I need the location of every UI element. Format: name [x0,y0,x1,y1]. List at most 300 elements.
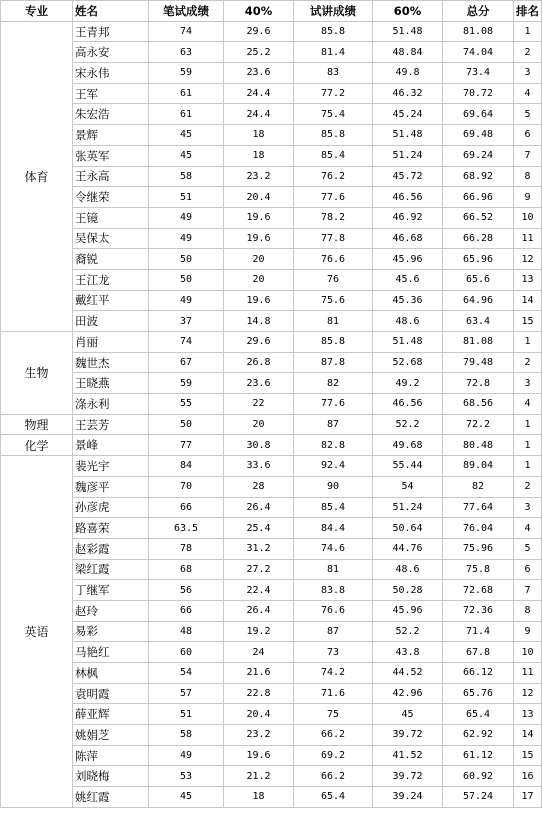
written-score-cell: 66 [149,497,224,518]
total-cell: 64.96 [443,290,514,311]
lecture-score-cell: 77.2 [294,83,373,104]
lecture-score-cell: 69.2 [294,745,373,766]
lecture-60pct-cell: 51.48 [373,125,443,146]
name-cell: 薛亚辉 [73,704,149,725]
written-40pct-cell: 18 [224,145,294,166]
lecture-score-cell: 85.4 [294,145,373,166]
written-score-cell: 48 [149,621,224,642]
table-row [1,787,542,808]
lecture-60pct-cell: 44.52 [373,663,443,684]
lecture-score-cell: 75.4 [294,104,373,125]
lecture-score-cell: 92.4 [294,456,373,477]
total-cell: 62.92 [443,725,514,746]
lecture-score-cell: 78.2 [294,207,373,228]
table-row [1,456,542,477]
name-cell: 景辉 [73,125,149,146]
rank-cell: 4 [514,394,542,415]
lecture-score-cell: 81 [294,559,373,580]
name-cell: 王军 [73,83,149,104]
table-row [1,352,542,373]
lecture-score-cell: 87 [294,621,373,642]
rank-cell: 7 [514,580,542,601]
lecture-60pct-cell: 51.24 [373,497,443,518]
name-cell: 肖丽 [73,332,149,353]
header-row [1,1,542,22]
lecture-score-cell: 82 [294,373,373,394]
rank-cell: 9 [514,621,542,642]
header-name: 姓名 [73,1,149,22]
rank-cell: 11 [514,663,542,684]
name-cell: 朱宏浩 [73,104,149,125]
total-cell: 66.96 [443,187,514,208]
major-cell: 英语 [1,456,73,808]
lecture-score-cell: 87.8 [294,352,373,373]
table-row [1,663,542,684]
table-row [1,725,542,746]
lecture-score-cell: 65.4 [294,787,373,808]
name-cell: 林枫 [73,663,149,684]
total-cell: 75.8 [443,559,514,580]
rank-cell: 6 [514,559,542,580]
written-score-cell: 37 [149,311,224,332]
header-major: 专业 [1,1,73,22]
total-cell: 65.96 [443,249,514,270]
written-score-cell: 50 [149,414,224,435]
written-40pct-cell: 20 [224,249,294,270]
total-cell: 68.56 [443,394,514,415]
written-score-cell: 50 [149,249,224,270]
table-row [1,538,542,559]
rank-cell: 1 [514,21,542,42]
lecture-score-cell: 66.2 [294,766,373,787]
written-score-cell: 67 [149,352,224,373]
table-row [1,21,542,42]
header-written-score: 笔试成绩 [149,1,224,22]
lecture-score-cell: 77.6 [294,394,373,415]
written-40pct-cell: 28 [224,476,294,497]
written-score-cell: 59 [149,63,224,84]
table-row [1,249,542,270]
written-score-cell: 56 [149,580,224,601]
total-cell: 65.76 [443,683,514,704]
rank-cell: 12 [514,683,542,704]
lecture-score-cell: 76.6 [294,600,373,621]
name-cell: 裴光宇 [73,456,149,477]
table-row [1,104,542,125]
written-40pct-cell: 21.6 [224,663,294,684]
lecture-60pct-cell: 46.32 [373,83,443,104]
written-40pct-cell: 22.8 [224,683,294,704]
name-cell: 马艳红 [73,642,149,663]
written-40pct-cell: 19.6 [224,207,294,228]
name-cell: 姚娟芝 [73,725,149,746]
lecture-60pct-cell: 45.96 [373,600,443,621]
written-40pct-cell: 24.4 [224,83,294,104]
written-score-cell: 60 [149,642,224,663]
lecture-score-cell: 71.6 [294,683,373,704]
rank-cell: 2 [514,42,542,63]
total-cell: 81.08 [443,332,514,353]
table-row [1,704,542,725]
written-40pct-cell: 26.8 [224,352,294,373]
written-40pct-cell: 23.2 [224,166,294,187]
table-row [1,63,542,84]
lecture-score-cell: 85.8 [294,332,373,353]
written-score-cell: 49 [149,207,224,228]
written-40pct-cell: 14.8 [224,311,294,332]
table-row [1,373,542,394]
written-score-cell: 49 [149,290,224,311]
lecture-60pct-cell: 52.68 [373,352,443,373]
total-cell: 65.4 [443,704,514,725]
table-row [1,476,542,497]
lecture-60pct-cell: 45.72 [373,166,443,187]
lecture-60pct-cell: 46.56 [373,187,443,208]
name-cell: 易彩 [73,621,149,642]
written-score-cell: 45 [149,145,224,166]
rank-cell: 14 [514,725,542,746]
written-40pct-cell: 22 [224,394,294,415]
name-cell: 王青邦 [73,21,149,42]
lecture-60pct-cell: 45.36 [373,290,443,311]
rank-cell: 8 [514,600,542,621]
rank-cell: 6 [514,125,542,146]
name-cell: 涤永利 [73,394,149,415]
total-cell: 75.96 [443,538,514,559]
header-rank: 排名 [514,1,542,22]
name-cell: 高永安 [73,42,149,63]
major-cell: 化学 [1,435,73,456]
lecture-60pct-cell: 39.72 [373,725,443,746]
table-row [1,166,542,187]
rank-cell: 7 [514,145,542,166]
lecture-60pct-cell: 43.8 [373,642,443,663]
total-cell: 72.8 [443,373,514,394]
name-cell: 丁继军 [73,580,149,601]
name-cell: 王晓燕 [73,373,149,394]
rank-cell: 11 [514,228,542,249]
rank-cell: 10 [514,642,542,663]
written-40pct-cell: 33.6 [224,456,294,477]
name-cell: 魏彦平 [73,476,149,497]
rank-cell: 13 [514,704,542,725]
written-40pct-cell: 20.4 [224,704,294,725]
total-cell: 66.52 [443,207,514,228]
rank-cell: 3 [514,497,542,518]
lecture-60pct-cell: 51.24 [373,145,443,166]
table-row [1,207,542,228]
rank-cell: 4 [514,83,542,104]
name-cell: 姚红霞 [73,787,149,808]
written-40pct-cell: 25.2 [224,42,294,63]
lecture-60pct-cell: 52.2 [373,621,443,642]
name-cell: 景峰 [73,435,149,456]
lecture-60pct-cell: 48.6 [373,559,443,580]
table-row [1,332,542,353]
written-score-cell: 49 [149,228,224,249]
lecture-score-cell: 74.6 [294,538,373,559]
lecture-score-cell: 85.4 [294,497,373,518]
lecture-60pct-cell: 52.2 [373,414,443,435]
rank-cell: 13 [514,269,542,290]
total-cell: 57.24 [443,787,514,808]
written-40pct-cell: 23.6 [224,63,294,84]
written-40pct-cell: 20.4 [224,187,294,208]
rank-cell: 9 [514,187,542,208]
lecture-60pct-cell: 48.6 [373,311,443,332]
name-cell: 裔锐 [73,249,149,270]
table-row [1,600,542,621]
name-cell: 王永高 [73,166,149,187]
lecture-60pct-cell: 55.44 [373,456,443,477]
written-40pct-cell: 19.6 [224,290,294,311]
rank-cell: 16 [514,766,542,787]
total-cell: 80.48 [443,435,514,456]
written-40pct-cell: 29.6 [224,332,294,353]
total-cell: 72.36 [443,600,514,621]
name-cell: 宋永伟 [73,63,149,84]
written-score-cell: 78 [149,538,224,559]
written-score-cell: 53 [149,766,224,787]
rank-cell: 15 [514,745,542,766]
written-40pct-cell: 19.6 [224,228,294,249]
lecture-60pct-cell: 39.24 [373,787,443,808]
written-score-cell: 74 [149,21,224,42]
written-score-cell: 74 [149,332,224,353]
total-cell: 74.04 [443,42,514,63]
name-cell: 张英军 [73,145,149,166]
lecture-score-cell: 90 [294,476,373,497]
written-score-cell: 58 [149,725,224,746]
lecture-60pct-cell: 44.76 [373,538,443,559]
name-cell: 孙彦虎 [73,497,149,518]
table-row [1,187,542,208]
written-score-cell: 51 [149,187,224,208]
lecture-60pct-cell: 50.64 [373,518,443,539]
lecture-score-cell: 83 [294,63,373,84]
table-row [1,125,542,146]
rank-cell: 15 [514,311,542,332]
lecture-score-cell: 81 [294,311,373,332]
lecture-60pct-cell: 46.56 [373,394,443,415]
written-score-cell: 68 [149,559,224,580]
header-written-40pct: 40% [224,1,294,22]
table-row [1,394,542,415]
lecture-60pct-cell: 50.28 [373,580,443,601]
lecture-score-cell: 87 [294,414,373,435]
total-cell: 69.64 [443,104,514,125]
name-cell: 赵彩霞 [73,538,149,559]
rank-cell: 17 [514,787,542,808]
total-cell: 65.6 [443,269,514,290]
table-row [1,580,542,601]
lecture-60pct-cell: 49.68 [373,435,443,456]
written-40pct-cell: 26.4 [224,600,294,621]
total-cell: 71.4 [443,621,514,642]
table-body [1,21,542,807]
written-40pct-cell: 23.6 [224,373,294,394]
lecture-score-cell: 82.8 [294,435,373,456]
table-row [1,228,542,249]
total-cell: 69.24 [443,145,514,166]
written-40pct-cell: 18 [224,787,294,808]
written-40pct-cell: 29.6 [224,21,294,42]
major-cell: 物理 [1,414,73,435]
lecture-60pct-cell: 49.8 [373,63,443,84]
rank-cell: 2 [514,476,542,497]
name-cell: 王江龙 [73,269,149,290]
written-40pct-cell: 30.8 [224,435,294,456]
table-row [1,642,542,663]
table-row [1,83,542,104]
written-40pct-cell: 31.2 [224,538,294,559]
lecture-score-cell: 74.2 [294,663,373,684]
name-cell: 吴保太 [73,228,149,249]
name-cell: 魏世杰 [73,352,149,373]
total-cell: 70.72 [443,83,514,104]
written-score-cell: 59 [149,373,224,394]
written-40pct-cell: 24 [224,642,294,663]
lecture-60pct-cell: 45.6 [373,269,443,290]
lecture-60pct-cell: 41.52 [373,745,443,766]
written-score-cell: 45 [149,787,224,808]
name-cell: 袁明霞 [73,683,149,704]
name-cell: 赵玲 [73,600,149,621]
lecture-score-cell: 75 [294,704,373,725]
lecture-60pct-cell: 46.92 [373,207,443,228]
lecture-score-cell: 84.4 [294,518,373,539]
name-cell: 王镜 [73,207,149,228]
total-cell: 77.64 [443,497,514,518]
written-40pct-cell: 26.4 [224,497,294,518]
table-row [1,497,542,518]
total-cell: 82 [443,476,514,497]
rank-cell: 5 [514,538,542,559]
lecture-score-cell: 85.8 [294,125,373,146]
name-cell: 陈萍 [73,745,149,766]
written-score-cell: 54 [149,663,224,684]
total-cell: 68.92 [443,166,514,187]
table-row [1,311,542,332]
lecture-score-cell: 85.8 [294,21,373,42]
rank-cell: 3 [514,63,542,84]
major-cell: 体育 [1,21,73,331]
lecture-60pct-cell: 48.84 [373,42,443,63]
written-40pct-cell: 20 [224,269,294,290]
written-score-cell: 61 [149,83,224,104]
table-row [1,621,542,642]
rank-cell: 14 [514,290,542,311]
lecture-score-cell: 77.6 [294,187,373,208]
table-row [1,745,542,766]
rank-cell: 10 [514,207,542,228]
lecture-score-cell: 77.8 [294,228,373,249]
lecture-score-cell: 81.4 [294,42,373,63]
rank-cell: 1 [514,332,542,353]
lecture-60pct-cell: 51.48 [373,21,443,42]
rank-cell: 8 [514,166,542,187]
written-40pct-cell: 27.2 [224,559,294,580]
lecture-60pct-cell: 45 [373,704,443,725]
rank-cell: 3 [514,373,542,394]
written-score-cell: 70 [149,476,224,497]
rank-cell: 4 [514,518,542,539]
rank-cell: 1 [514,414,542,435]
lecture-60pct-cell: 46.68 [373,228,443,249]
lecture-60pct-cell: 49.2 [373,373,443,394]
written-score-cell: 51 [149,704,224,725]
lecture-60pct-cell: 45.96 [373,249,443,270]
table-row [1,145,542,166]
total-cell: 89.04 [443,456,514,477]
name-cell: 令继荣 [73,187,149,208]
lecture-score-cell: 66.2 [294,725,373,746]
lecture-score-cell: 76.6 [294,249,373,270]
lecture-60pct-cell: 51.48 [373,332,443,353]
written-40pct-cell: 21.2 [224,766,294,787]
table-row [1,414,542,435]
lecture-60pct-cell: 42.96 [373,683,443,704]
written-score-cell: 63 [149,42,224,63]
written-score-cell: 45 [149,125,224,146]
rank-cell: 1 [514,435,542,456]
total-cell: 61.12 [443,745,514,766]
written-score-cell: 77 [149,435,224,456]
written-score-cell: 84 [149,456,224,477]
table-row [1,683,542,704]
lecture-60pct-cell: 54 [373,476,443,497]
name-cell: 梁红霞 [73,559,149,580]
table-row [1,559,542,580]
total-cell: 73.4 [443,63,514,84]
rank-cell: 5 [514,104,542,125]
written-40pct-cell: 19.6 [224,745,294,766]
table-row [1,766,542,787]
total-cell: 69.48 [443,125,514,146]
lecture-score-cell: 76.2 [294,166,373,187]
lecture-score-cell: 76 [294,269,373,290]
written-score-cell: 50 [149,269,224,290]
rank-cell: 2 [514,352,542,373]
total-cell: 60.92 [443,766,514,787]
written-score-cell: 58 [149,166,224,187]
major-cell: 生物 [1,332,73,415]
header-lecture-60pct: 60% [373,1,443,22]
lecture-60pct-cell: 39.72 [373,766,443,787]
name-cell: 刘晓梅 [73,766,149,787]
written-40pct-cell: 18 [224,125,294,146]
written-40pct-cell: 23.2 [224,725,294,746]
rank-cell: 1 [514,456,542,477]
header-total: 总分 [443,1,514,22]
name-cell: 王芸芳 [73,414,149,435]
rank-cell: 12 [514,249,542,270]
name-cell: 路喜荣 [73,518,149,539]
lecture-score-cell: 73 [294,642,373,663]
total-cell: 63.4 [443,311,514,332]
total-cell: 72.68 [443,580,514,601]
total-cell: 66.28 [443,228,514,249]
table-row [1,269,542,290]
name-cell: 田波 [73,311,149,332]
total-cell: 72.2 [443,414,514,435]
total-cell: 66.12 [443,663,514,684]
total-cell: 81.08 [443,21,514,42]
name-cell: 戴红平 [73,290,149,311]
table-row [1,435,542,456]
written-40pct-cell: 19.2 [224,621,294,642]
written-score-cell: 61 [149,104,224,125]
